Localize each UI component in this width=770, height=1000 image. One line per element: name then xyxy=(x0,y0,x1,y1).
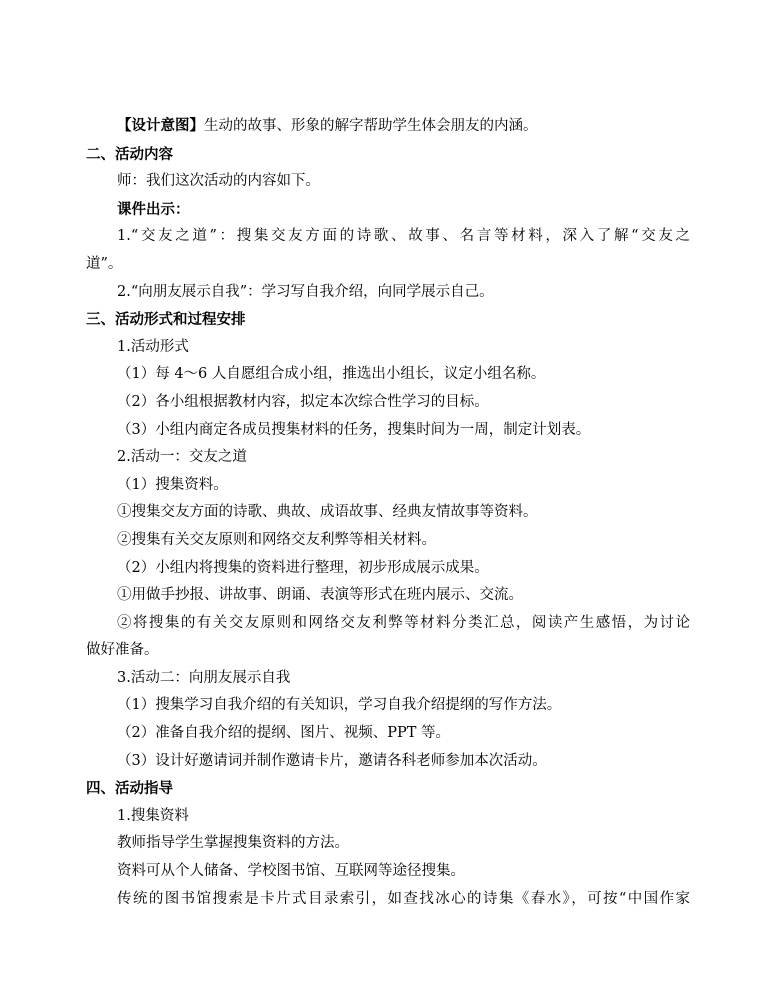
list-item: （1）搜集学习自我介绍的有关知识，学习自我介绍提纲的写作方法。 xyxy=(117,697,562,714)
list-item: （2）小组内将搜集的资料进行整理，初步形成展示成果。 xyxy=(117,559,489,576)
section-heading-3: 三、活动形式和过程安排 xyxy=(86,311,246,329)
paragraph-library-search: 传统的图书馆搜索是卡片式目录索引，如查找冰心的诗集《春水》，可按“中国作家 xyxy=(117,890,690,907)
subheading-activity-one: 2.活动一：交友之道 xyxy=(117,449,247,466)
content-item-1-line-1: 1.“交友之道”：搜集交友方面的诗歌、故事、名言等材料，深入了解“交友之 xyxy=(117,228,690,245)
list-item: （1）搜集资料。 xyxy=(117,476,228,493)
list-item: ①用做手抄报、讲故事、朗诵、表演等形式在班内展示、交流。 xyxy=(117,587,523,604)
content-item-1-line-2: 道”。 xyxy=(86,255,123,272)
list-item: （2）各小组根据教材内容，拟定本次综合性学习的目标。 xyxy=(117,393,489,410)
list-item: （1）每 4～6 人自愿组合成小组，推选出小组长，议定小组名称。 xyxy=(117,366,546,383)
list-item: ②搜集有关交友原则和网络交友利弊等相关材料。 xyxy=(117,531,436,548)
list-item: （2）准备自我介绍的提纲、图片、视频、PPT 等。 xyxy=(117,725,451,742)
subheading-activity-form: 1.活动形式 xyxy=(117,338,189,355)
design-intent-label: 【设计意图】 xyxy=(117,117,204,134)
list-item-wrapped-line-1: ②将搜集的有关交友原则和网络交友利弊等材料分类汇总，阅读产生感悟，为讨论 xyxy=(117,614,690,631)
content-item-2: 2.“向朋友展示自我”：学习写自我介绍，向同学展示自己。 xyxy=(117,283,494,300)
paragraph: 资料可从个人储备、学校图书馆、互联网等途径搜集。 xyxy=(117,863,465,880)
section-heading-2: 二、活动内容 xyxy=(86,145,173,163)
list-item: （3）设计好邀请词并制作邀请卡片，邀请各科老师参加本次活动。 xyxy=(117,752,547,769)
subheading-collect-materials: 1.搜集资料 xyxy=(117,807,189,824)
list-item: ①搜集交友方面的诗歌、典故、成语故事、经典友情故事等资料。 xyxy=(117,504,538,521)
list-item-wrapped-line-2: 做好准备。 xyxy=(86,642,159,659)
paragraph-teacher-intro: 师：我们这次活动的内容如下。 xyxy=(117,173,320,190)
document-page xyxy=(86,112,690,913)
design-intent-text: 生动的故事、形象的解字帮助学生体会朋友的内涵。 xyxy=(204,118,538,134)
paragraph: 教师指导学生掌握搜集资料的方法。 xyxy=(117,835,349,852)
design-intent-paragraph xyxy=(86,112,690,141)
courseware-label: 课件出示： xyxy=(117,200,190,218)
section-heading-4: 四、活动指导 xyxy=(86,780,173,798)
list-item: （3）小组内商定各成员搜集材料的任务，搜集时间为一周，制定计划表。 xyxy=(117,421,591,438)
subheading-activity-two: 3.活动二：向朋友展示自我 xyxy=(117,669,291,686)
